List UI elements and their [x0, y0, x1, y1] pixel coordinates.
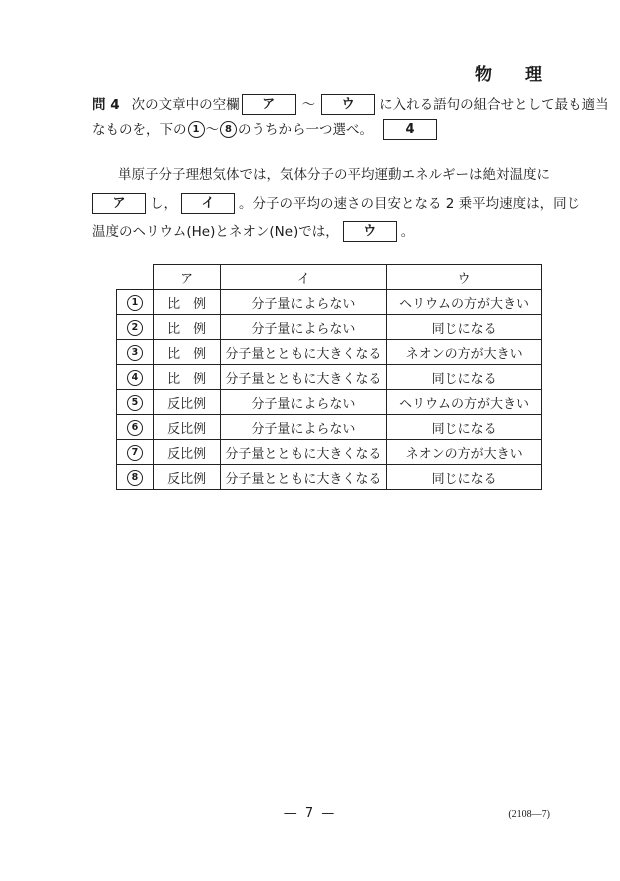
- choice-number-circle: 4: [127, 370, 143, 386]
- table-row: [117, 465, 542, 490]
- cell-u: 同じになる: [387, 465, 542, 490]
- blank-box-u: ウ: [321, 94, 375, 115]
- table-row: [117, 415, 542, 440]
- cell-u: 同じになる: [387, 315, 542, 340]
- choice-sep: ～: [205, 121, 219, 138]
- table-row: [117, 440, 542, 465]
- passage-text-3-post: 。: [400, 223, 415, 240]
- header-i: イ: [220, 265, 387, 290]
- passage-text-3: 温度のヘリウム(He)とネオン(Ne)では，: [92, 223, 339, 240]
- passage-line-1: 単原子分子理想気体では，気体分子の平均運動エネルギーは絶対温度に: [118, 167, 550, 183]
- cell-a: 比 例: [153, 365, 220, 390]
- cell-i: 分子量とともに大きくなる: [220, 440, 387, 465]
- passage-blank-i: イ: [181, 193, 235, 214]
- answer-number-box: 4: [383, 119, 437, 140]
- table-row: [117, 315, 542, 340]
- table-row: [117, 365, 542, 390]
- choice-last-circle: 8: [220, 121, 237, 138]
- table-header-row: [117, 265, 542, 290]
- passage-text-2: 。分子の平均の速さの目安となる 2 乗平均速度は，同じ: [239, 195, 581, 212]
- header-u: ウ: [387, 265, 542, 290]
- choice-number-circle: 3: [127, 345, 143, 361]
- question-line-1: [92, 94, 609, 115]
- cell-u: 同じになる: [387, 365, 542, 390]
- blank-box-a: ア: [242, 94, 296, 115]
- question-text-2: なものを，下の: [92, 121, 187, 138]
- page-code: (2108—7): [508, 809, 550, 820]
- question-text-1: 次の文章中の空欄: [131, 96, 240, 113]
- cell-u: ネオンの方が大きい: [387, 340, 542, 365]
- passage-line-3: [92, 221, 414, 242]
- passage-line-2: [92, 193, 580, 214]
- passage-blank-a: ア: [92, 193, 146, 214]
- choice-number-circle: 1: [127, 295, 143, 311]
- choice-number-circle: 2: [127, 320, 143, 336]
- cell-i: 分子量によらない: [220, 315, 387, 340]
- question-text-1-post: に入れる語句の組合せとして最も適当: [379, 96, 609, 113]
- page-number: — 7 —: [283, 806, 337, 821]
- question-number: 問 4: [92, 96, 120, 113]
- header-a: ア: [153, 265, 220, 290]
- cell-u: ヘリウムの方が大きい: [387, 290, 542, 315]
- choice-first-circle: 1: [188, 121, 205, 138]
- cell-i: 分子量とともに大きくなる: [220, 365, 387, 390]
- choice-number-circle: 8: [127, 470, 143, 486]
- table-row: [117, 390, 542, 415]
- cell-a: 反比例: [153, 415, 220, 440]
- cell-u: ヘリウムの方が大きい: [387, 390, 542, 415]
- passage-sep: し，: [150, 195, 177, 212]
- cell-i: 分子量によらない: [220, 390, 387, 415]
- cell-a: 反比例: [153, 465, 220, 490]
- cell-i: 分子量とともに大きくなる: [220, 340, 387, 365]
- cell-a: 比 例: [153, 290, 220, 315]
- cell-u: 同じになる: [387, 415, 542, 440]
- table-row: [117, 340, 542, 365]
- cell-i: 分子量によらない: [220, 415, 387, 440]
- cell-i: 分子量とともに大きくなる: [220, 465, 387, 490]
- choice-number-circle: 5: [127, 395, 143, 411]
- tilde: ～: [301, 96, 316, 113]
- question-text-2-post: のうちから一つ選べ。: [238, 121, 373, 138]
- cell-a: 比 例: [153, 315, 220, 340]
- question-line-2: [92, 119, 437, 140]
- subject-title: 物 理: [475, 65, 550, 85]
- answer-table: [116, 264, 542, 490]
- choice-number-circle: 7: [127, 445, 143, 461]
- cell-u: ネオンの方が大きい: [387, 440, 542, 465]
- choice-number-circle: 6: [127, 420, 143, 436]
- passage-blank-u: ウ: [343, 221, 397, 242]
- cell-a: 反比例: [153, 390, 220, 415]
- cell-a: 反比例: [153, 440, 220, 465]
- header-blank: [117, 265, 154, 290]
- table-row: [117, 290, 542, 315]
- cell-i: 分子量によらない: [220, 290, 387, 315]
- cell-a: 比 例: [153, 340, 220, 365]
